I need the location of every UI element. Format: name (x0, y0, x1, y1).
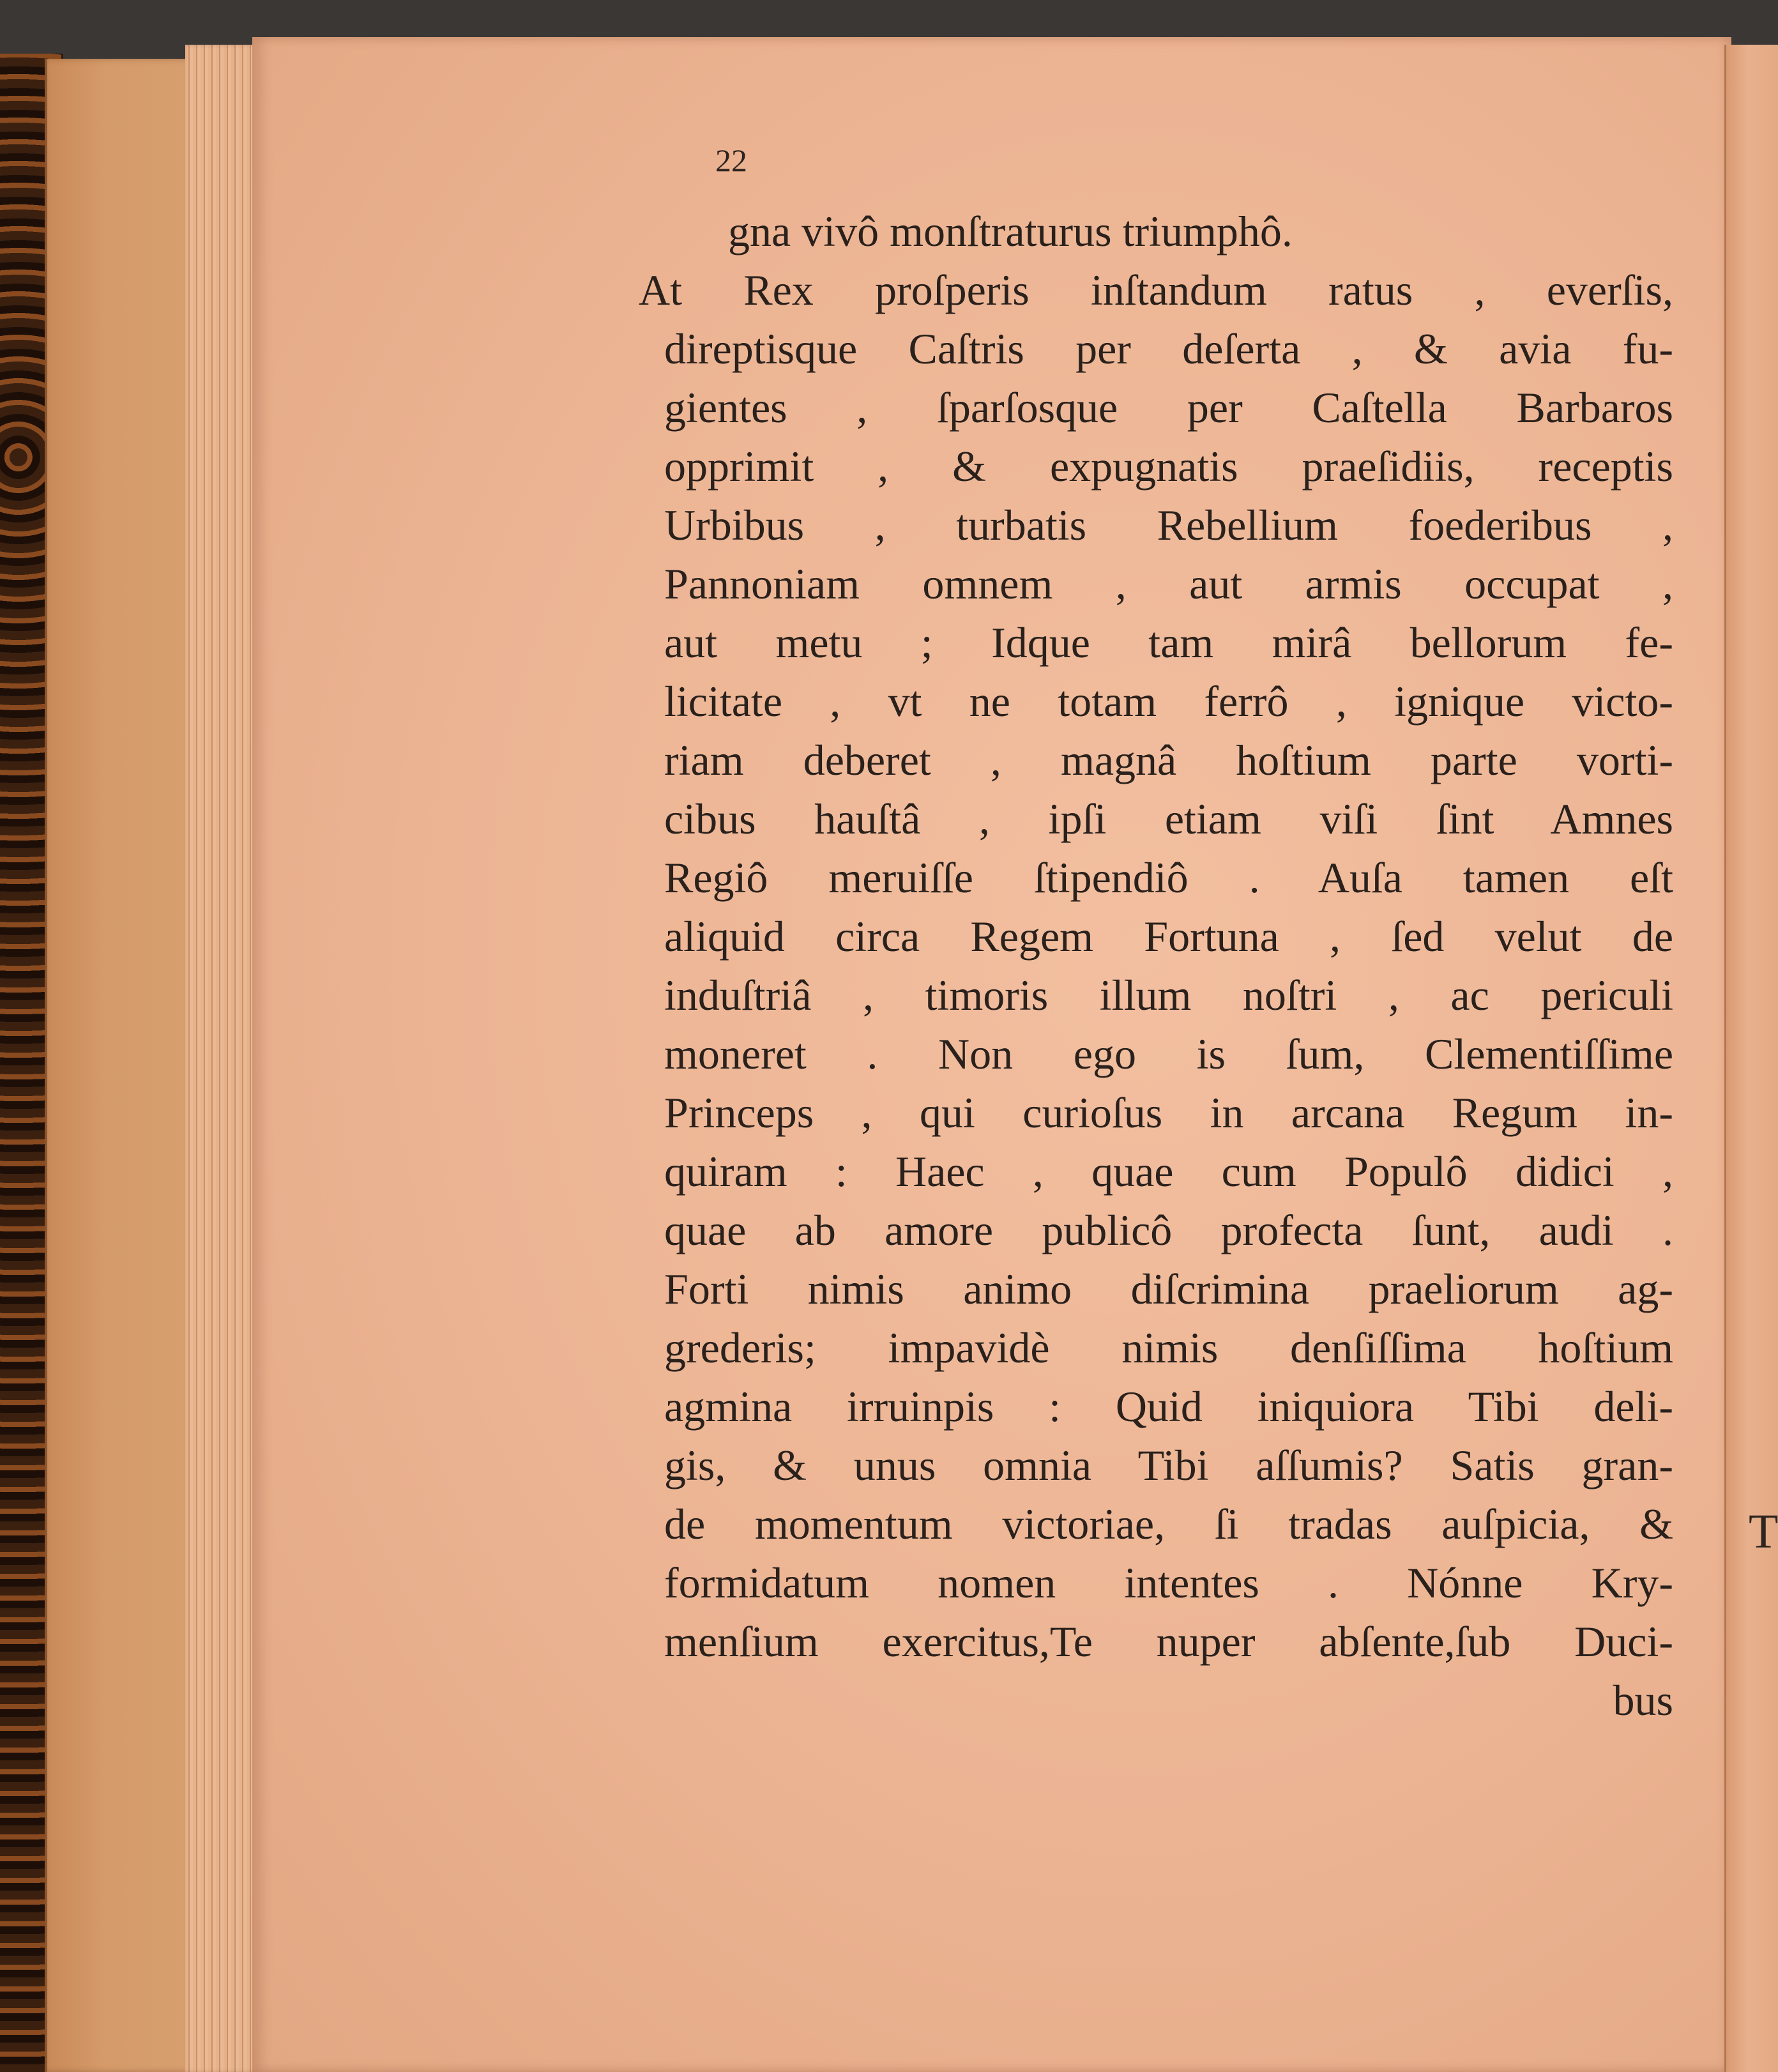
text-line: direptisque Caſtris per deſerta , & avia fu- (664, 324, 1673, 373)
text-line: Forti nimis animo diſcrimina praeliorum ag- (664, 1265, 1673, 1313)
page-number: 22 (715, 142, 747, 178)
text-line: Urbibus , turbatis Rebellium foederibus , (664, 501, 1673, 549)
text-line: menſium exercitus,Te nuper abſente,ſub Duci- (664, 1617, 1673, 1666)
text-line: licitate , vt ne totam ferrô , ignique victo- (664, 677, 1673, 726)
facing-page-letter: T (1749, 1505, 1778, 1558)
text-line: riam deberet , magnâ hoſtium parte vorti- (664, 736, 1673, 784)
endpaper (45, 59, 194, 2072)
text-line: quae ab amore publicô profecta ſunt, audi . (664, 1206, 1673, 1254)
text-line: grederis; impavidè nimis denſiſſima hoſtium (664, 1323, 1673, 1372)
text-line: de momentum victoriae, ſi tradas auſpicia, & (664, 1500, 1673, 1548)
text-line: aliquid circa Regem Fortuna , ſed velut de (664, 912, 1673, 961)
page-edges (185, 45, 262, 2072)
text-line: quiram : Haec , quae cum Populô didici , (664, 1147, 1673, 1196)
text-line: gis, & unus omnia Tibi aſſumis? Satis gran- (664, 1441, 1673, 1489)
text-line: Princeps , qui curioſus in arcana Regum in- (664, 1088, 1673, 1137)
text-line: formidatum nomen intentes . Nónne Kry- (664, 1558, 1673, 1607)
catchword: bus (1613, 1676, 1673, 1725)
text-line: cibus hauſtâ , ipſi etiam viſi ſint Amnes (664, 795, 1673, 843)
text-line: gientes , ſparſosque per Caſtella Barbaros (664, 383, 1673, 432)
text-line: agmina irruinpis : Quid iniquiora Tibi deli- (664, 1382, 1673, 1431)
text-line: gna vivô monſtraturus triumphô. (728, 207, 1293, 255)
text-line: Pannoniam omnem , aut armis occupat , (664, 560, 1673, 608)
body-text (639, 202, 1673, 1730)
text-line: Regiô meruiſſe ſtipendiô . Auſa tamen eſt (664, 853, 1673, 902)
text-line: induſtriâ , timoris illum noſtri , ac periculi (664, 971, 1673, 1019)
text-line: moneret . Non ego is ſum, Clementiſſime (664, 1030, 1673, 1078)
text-line: At Rex proſperis inſtandum ratus , everſis, (639, 266, 1673, 314)
facing-page-edge (1724, 45, 1778, 2072)
text-line: opprimit , & expugnatis praeſidiis, receptis (664, 442, 1673, 491)
text-line: aut metu ; Idque tam mirâ bellorum fe- (664, 618, 1673, 667)
